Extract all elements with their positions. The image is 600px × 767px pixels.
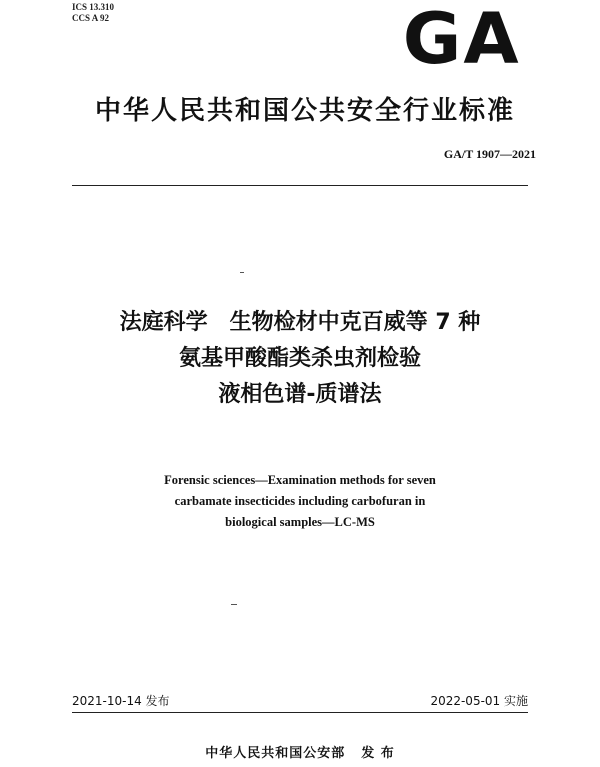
chinese-title-line: 液相色谱-质谱法 <box>218 382 382 407</box>
standard-number: GA/T 1907—2021 <box>443 147 536 161</box>
organization-title: 中华人民共和国公共安全行业标准 <box>94 96 515 126</box>
ga-logo: GA <box>402 0 521 80</box>
implementation-date: 2022-05-01 实施 <box>430 694 528 708</box>
publisher-line <box>0 742 600 761</box>
chinese-title <box>40 305 560 413</box>
english-title-line: carbamate insecticides including carbofuran in <box>174 494 426 508</box>
english-title-line: biological samples—LC-MS <box>225 515 375 529</box>
publish-label: 发 布 <box>361 746 395 761</box>
ccs-code: CCS A 92 <box>72 13 110 23</box>
issue-date: 2021-10-14 发布 <box>72 694 170 708</box>
scan-mark <box>231 604 237 605</box>
footer-divider <box>72 712 528 713</box>
english-title <box>80 470 520 533</box>
classification-codes <box>72 2 114 24</box>
scan-mark <box>240 272 244 273</box>
chinese-title-line: 氨基甲酸酯类杀虫剂检验 <box>178 346 421 371</box>
publisher-name: 中华人民共和国公安部 <box>205 746 346 761</box>
ics-code: ICS 13.310 <box>72 2 115 12</box>
header-divider <box>72 185 528 186</box>
chinese-title-line: 法庭科学 生物检材中克百威等 7 种 <box>119 310 481 335</box>
english-title-line: Forensic sciences—Examination methods for seven <box>164 473 436 487</box>
